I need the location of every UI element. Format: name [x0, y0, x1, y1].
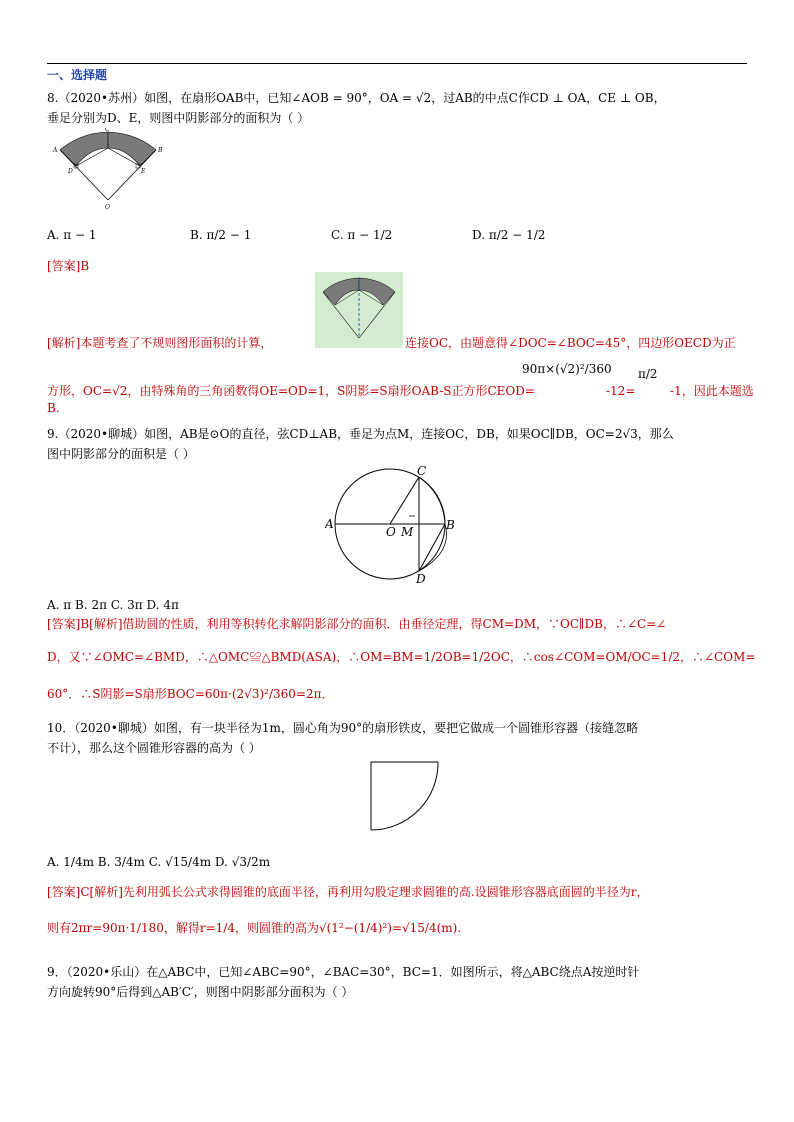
q8-analysis-line1a: [解析]本题考查了不规则图形面积的计算， [47, 336, 273, 350]
section-title: 一、选择题 [47, 68, 108, 82]
q8-label-C: C [105, 128, 110, 133]
q8-option-c: C. π − 1/2 [331, 228, 393, 242]
q8-label-D: D [68, 168, 73, 175]
q8-stem-line2: 垂足分别为D、E，则图中阴影部分的面积为（ ） [47, 111, 310, 125]
q8-analysis-line3: B. [47, 401, 60, 415]
q9b-stem-line2: 方向旋转90°后得到△AB′C′，则图中阴影部分面积为（ ） [47, 985, 354, 999]
q10-stem-line2: 不计），那么这个圆锥形容器的高为（ ） [47, 741, 261, 755]
q9a-label-O: O [386, 525, 396, 539]
q9a-label-B: B [446, 518, 455, 532]
q9a-circle-figure [325, 462, 465, 586]
q8-analysis-minus: -12= [606, 384, 636, 398]
q9a-answer-line3: 60°．∴S阴影=S扇形BOC=60π·(2√3)²/360=2π． [47, 687, 334, 701]
q9a-stem-line2: 图中阴影部分的面积是（ ） [47, 447, 195, 461]
q8-label-A: A [53, 147, 58, 154]
q8-shaded-region-left [60, 132, 108, 166]
q8-sector-figure [50, 128, 165, 213]
q9a-answer-line2: D，又∵∠OMC=∠BMD，∴△OMC≌△BMD(ASA)，∴OM=BM=1/2OB=1/2OC，∴cos∠COM=OM/OC=1/2，∴∠COM= [47, 650, 756, 664]
q9a-label-C: C [417, 464, 427, 478]
q8-option-a: A. π − 1 [47, 228, 97, 242]
q10-sector-figure [365, 758, 445, 834]
q8-option-b: B. π/2 − 1 [190, 228, 252, 242]
q9a-label-A: A [325, 517, 334, 531]
q8-shaded-region-right [108, 132, 156, 166]
q9a-label-M: M [401, 525, 414, 539]
q10-options: A. 1/4m B. 3/4m C. √15/4m D. √3/2m [47, 855, 271, 869]
q8-analysis-pi-over-2: π/2 [638, 367, 658, 381]
q9a-label-D: D [416, 572, 426, 586]
q9a-answer-line1: [答案]B[解析]借助圆的性质，利用等积转化求解阴影部分的面积．由垂径定理，得CM=DM，∵OC∥DB，∴∠C=∠ [47, 617, 667, 631]
q8-analysis-line1b: 连接OC，由题意得∠DOC=∠BOC=45°，四边形OECD为正 [405, 336, 736, 350]
q8-analysis-fraction: 90π×(√2)²/360 [522, 362, 612, 376]
q8-option-d: D. π/2 − 1/2 [472, 228, 546, 242]
q8-analysis-line2a: 方形，OC=√2，由特殊角的三角函数得OE=OD=1，S阴影=S扇形OAB-S正方形CEOD= [47, 384, 535, 398]
q8-label-O: O [105, 204, 110, 211]
q10-answer-line1: [答案]C[解析]先利用弧长公式求得圆锥的底面半径，再利用勾股定理求圆锥的高.设圆锥形容器底面圆的半径为r， [47, 885, 649, 899]
q10-stem-line1: 10．（2020•聊城）如图，有一块半径为1m，圆心角为90°的扇形铁皮，要把它做成一个圆锥形容器（接缝忽略 [47, 721, 639, 735]
q8-stem-line1: 8.（2020•苏州）如图，在扇形OAB中，已知∠AOB = 90°，OA = √2，过AB的中点C作CD ⊥ OA，CE ⊥ OB， [47, 91, 666, 105]
q8-answer: [答案]B [47, 259, 90, 273]
q9a-options: A. π B. 2π C. 3π D. 4π [47, 598, 179, 612]
q8-label-B: B [158, 147, 163, 154]
header-rule [47, 63, 747, 64]
q8-analysis-line2c: -1，因此本题选 [670, 384, 754, 398]
q9b-stem-line1: 9．（2020•乐山）在△ABC中，已知∠ABC=90°，∠BAC=30°，BC=1．如图所示，将△ABC绕点A按逆时针 [47, 965, 640, 979]
q9a-stem-line1: 9.（2020•聊城）如图，AB是⊙O的直径，弦CD⊥AB，垂足为点M，连接OC，DB，如果OC∥DB，OC=2√3，那么 [47, 427, 674, 441]
q8-label-E: E [141, 168, 146, 175]
q10-answer-line2: 则有2πr=90π·1/180，解得r=1/4，则圆锥的高为√(1²−(1/4)²)=√15/4(m). [47, 921, 462, 935]
